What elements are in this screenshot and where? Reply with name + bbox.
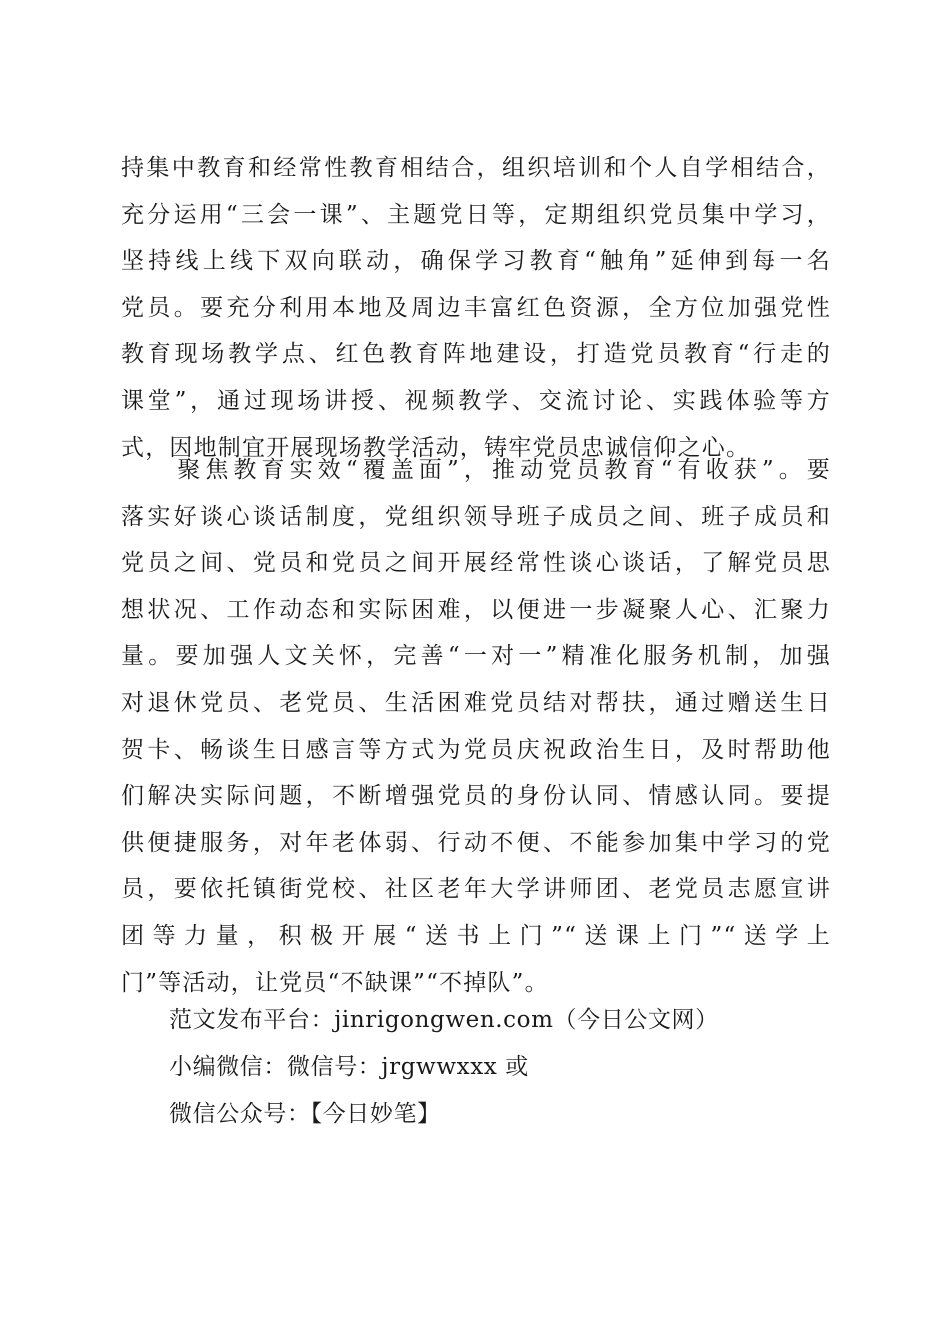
text-line: 想状况、工作动态和实际困难，以便进一步凝聚人心、汇聚力 <box>121 596 831 623</box>
text-line: 聚焦教育实效“覆盖面”，推动党员教育“有收获”。要 <box>121 457 831 483</box>
text-line: 式，因地制宜开展现场教学活动，铸牢党员忠诚信仰之心。 <box>121 434 751 461</box>
text-line: 们解决实际问题，不断增强党员的身份认同、情感认同。要提 <box>121 783 831 810</box>
text-line: 持集中教育和经常性教育相结合，组织培训和个人自学相结合， <box>121 155 831 181</box>
text-line: 贺卡、畅谈生日感言等方式为党员庆祝政治生日，及时帮助他 <box>121 736 831 763</box>
text-line: 党员之间、党员和党员之间开展经常性谈心谈话，了解党员思 <box>121 550 831 577</box>
wechat-line: 小编微信：微信号：jrgwwxxx 或 <box>169 1054 529 1080</box>
text-line: 员，要依托镇街党校、社区老年大学讲师团、老党员志愿宣讲 <box>121 876 831 903</box>
text-line: 团等力量，积极开展“送书上门”“送课上门”“送学上 <box>121 922 831 949</box>
text-line: 党员。要充分利用本地及周边丰富红色资源，全方位加强党性 <box>121 294 831 321</box>
paragraph-2 <box>121 447 831 1006</box>
platform-line: 范文发布平台：jinrigongwen.com（今日公文网） <box>169 1007 719 1033</box>
text-line: 落实好谈心谈话制度，党组织领导班子成员之间、班子成员和 <box>121 503 831 530</box>
text-line: 门”等活动，让党员“不缺课”“不掉队”。 <box>121 969 549 996</box>
text-line: 供便捷服务，对年老体弱、行动不便、不能参加集中学习的党 <box>121 829 831 856</box>
footer-info <box>169 997 719 1138</box>
paragraph-1 <box>121 145 831 471</box>
text-line: 教育现场教学点、红色教育阵地建设，打造党员教育“行走的 <box>121 341 831 368</box>
official-account-line: 微信公众号：【今日妙笔】 <box>169 1101 441 1127</box>
text-line: 量。要加强人文关怀，完善“一对一”精准化服务机制，加强 <box>121 643 831 670</box>
text-line: 对退休党员、老党员、生活困难党员结对帮扶，通过赠送生日 <box>121 689 831 716</box>
text-line: 坚持线上线下双向联动，确保学习教育“触角”延伸到每一名 <box>121 248 831 275</box>
text-line: 充分运用“三会一课”、主题党日等，定期组织党员集中学习， <box>121 201 831 228</box>
text-line: 课堂”，通过现场讲授、视频教学、交流讨论、实践体验等方 <box>121 387 831 414</box>
